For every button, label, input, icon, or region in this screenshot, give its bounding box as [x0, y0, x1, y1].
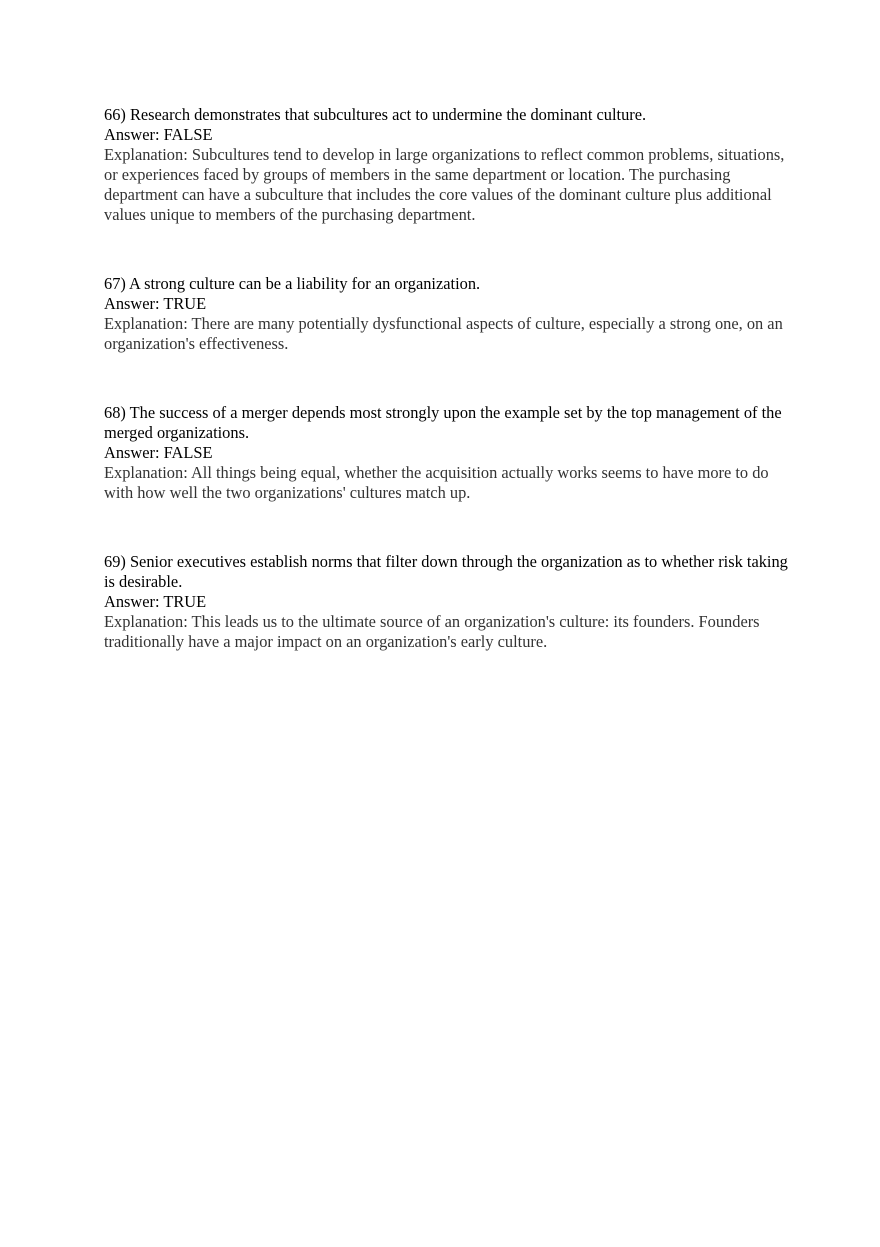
question-text: 67) A strong culture can be a liability for an organization. — [104, 274, 481, 293]
answer-text: Answer: TRUE — [104, 592, 207, 611]
answer-text: Answer: FALSE — [104, 443, 213, 462]
explanation-text: Explanation: There are many potentially dysfunctional aspects of culture, especially a strong one, on an organization's effectiveness. — [104, 314, 783, 353]
answer-text: Answer: FALSE — [104, 125, 213, 144]
explanation-text: Explanation: This leads us to the ultimate source of an organization's culture: its founders. Founders traditionally have a major impact on an organization's early culture. — [104, 612, 760, 651]
explanation-text: Explanation: All things being equal, whether the acquisition actually works seems to have more to do with how well the two organizations' cultures match up. — [104, 463, 769, 502]
question-block-69 — [104, 552, 794, 652]
question-text: 69) Senior executives establish norms that filter down through the organization as to whether risk taking is desirable. — [104, 552, 788, 591]
question-block-67 — [104, 274, 794, 354]
document-page — [104, 105, 794, 701]
explanation-text: Explanation: Subcultures tend to develop in large organizations to reflect common problems, situations, or experiences faced by groups of members in the same department or location. The purchasing department can have a subculture that includes the core values of the dominant culture plus additional values unique to members of the purchasing department. — [104, 145, 785, 224]
question-block-66 — [104, 105, 794, 225]
question-block-68 — [104, 403, 794, 503]
answer-text: Answer: TRUE — [104, 294, 207, 313]
question-text: 66) Research demonstrates that subcultures act to undermine the dominant culture. — [104, 105, 647, 124]
question-text: 68) The success of a merger depends most strongly upon the example set by the top management of the merged organizations. — [104, 403, 782, 442]
